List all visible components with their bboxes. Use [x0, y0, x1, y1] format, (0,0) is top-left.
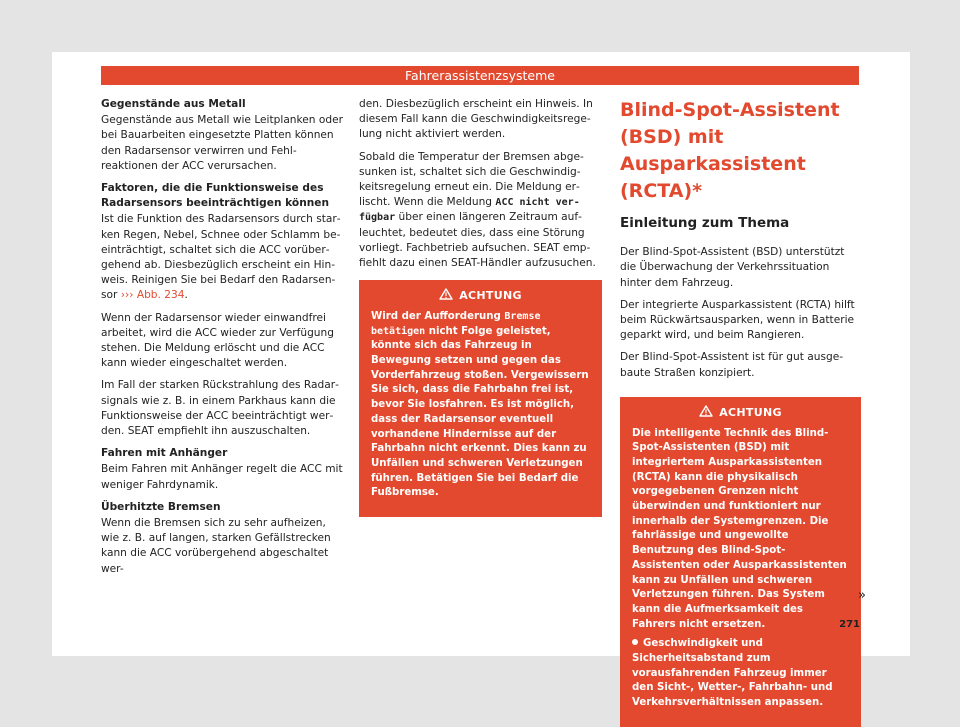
paragraph: Wenn der Radarsensor wieder einwandfrei arbeitet, wird die ACC wieder zur Verfügung stehen. Die Meldung erlöscht und die ACC kann wieder eingeschaltet werden.: [101, 311, 334, 370]
paragraph-text: Sobald die Temperatur der Bremsen abgesunken ist, schaltet sich die Geschwindigkeitsregelung erneut ein. Die Meldung erlischt. Wenn die Meldung: [359, 150, 584, 209]
bullet-dot-icon: [632, 639, 638, 645]
paragraph-radar-cleaning: [101, 212, 343, 303]
warning-box: [620, 397, 861, 727]
paragraph: Der integrierte Ausparkassistent (RCTA) hilft beim Rückwärtsausparken, wenn in Batterie geparkt wird, und beim Rangieren.: [620, 298, 855, 342]
text-column-middle: [359, 97, 602, 517]
warning-header: [632, 405, 849, 421]
warning-triangle-icon: [439, 288, 453, 300]
paragraph: Wenn die Bremsen sich zu sehr aufheizen, wie z. B. auf langen, starken Gefällstrecken kann die ACC vorübergehend abgeschaltet wer-: [101, 517, 331, 575]
warning-triangle-icon: [699, 405, 713, 417]
continue-mark: »: [858, 588, 866, 603]
text-column-left: [101, 97, 343, 584]
paragraph: Im Fall der starken Rückstrahlung des Radarsignals wie z. B. in einem Parkhaus kann die Funktionsweise der ACC beeinträchtigt werden. SEAT empfiehlt ihn auszuschalten.: [101, 379, 339, 438]
period: .: [184, 289, 188, 302]
warning-box: [359, 280, 602, 517]
section-title: Fahrerassistenzsysteme: [405, 68, 555, 83]
warning-bullet-item: [632, 637, 849, 711]
warning-text-part: Wird der Aufforderung: [371, 310, 501, 322]
paragraph: Beim Fahren mit Anhänger regelt die ACC mit weniger Fahrdynamik.: [101, 463, 343, 491]
bullet-text: Geschwindigkeit und Sicherheitsabstand zum vorausfahrenden Fahrzeug immer den Sicht-, Wetter-, Fahrbahn- und Verkehrsverhältnissen anpassen.: [632, 638, 833, 709]
warning-title: ACHTUNG: [459, 289, 522, 303]
paragraph: den. Diesbezüglich erscheint ein Hinweis. In diesem Fall kann die Geschwindigkeitsregelung nicht aktiviert werden.: [359, 98, 593, 141]
page-number: 271: [839, 619, 860, 630]
display-message: Bremse betätigen: [371, 310, 541, 337]
warning-header: [371, 288, 590, 304]
paragraph-message: [359, 150, 602, 272]
warning-text-part: nicht Folge geleistet, könnte sich das Fahrzeug in Bewegung setzen und gegen das Vorderfahrzeug stoßen. Vergewissern Sie sich, dass die Fahrbahn frei ist, bevor Sie losfahren. Es ist möglich, dass der Radarsensor eventuell vorhandene Hindernisse auf der Fahrbahn nicht erkennt. Dies kann zu Unfällen und schweren Verletzungen führen. Betätigen Sie bei Bedarf die Fußbremse.: [371, 325, 589, 499]
section-subtitle: Einleitung zum Thema: [620, 215, 790, 231]
heading-radar-factors: Faktoren, die die Funktionsweise des Radarsensors beeinträchtigen können: [101, 182, 330, 210]
warning-text: [371, 310, 590, 501]
heading-metal-objects: Gegenstände aus Metall: [101, 98, 246, 110]
paragraph: Der Blind-Spot-Assistent ist für gut ausgebaute Straßen konzipiert.: [620, 351, 844, 379]
chapter-title: Blind-Spot-Assistent (BSD) mit Ausparkassistent (RCTA)*: [620, 99, 840, 202]
page-header: [101, 66, 859, 85]
text-column-right: [620, 97, 861, 727]
warning-text: Die intelligente Technik des Blind-Spot-Assistenten (BSD) mit integriertem Ausparkassistenten (RCTA) kann die physikalisch vorgegebenen Grenzen nicht überwinden und funktioniert nur innerhalb der Systemgrenzen. Die fahrlässige und ungewollte Benutzung des Blind-Spot-Assistenten oder Ausparkassistenten kann zu Unfällen und schweren Verletzungen führen. Das System kann die Aufmerksamkeit des Fahrers nicht ersetzen.: [632, 427, 847, 630]
paragraph: Gegenstände aus Metall wie Leitplanken oder bei Bauarbeiten eingesetzte Platten können den Radarsensor verwirren und Fehlreaktionen der ACC verursachen.: [101, 114, 343, 172]
warning-title: ACHTUNG: [719, 405, 782, 419]
paragraph-text: über einen längeren Zeitraum aufleuchtet, bedeutet dies, dass eine Störung vorliegt. Fachbetrieb aufsuchen. SEAT empfiehlt dazu einen SEAT-Händler aufzusuchen.: [359, 211, 596, 270]
display-message: ACC nicht verfügbar: [359, 197, 580, 224]
paragraph: Der Blind-Spot-Assistent (BSD) unterstützt die Überwachung der Verkehrssituation hinter dem Fahrzeug.: [620, 246, 845, 289]
cross-reference-arrow: ›››: [120, 289, 134, 302]
paragraph-text: Ist die Funktion des Radarsensors durch starken Regen, Nebel, Schnee oder Schlamm beeinträchtigt, schaltet sich die ACC vorübergehend ab. Diesbezüglich erscheint ein Hinweis. Reinigen Sie bei Bedarf den Radarsensor: [101, 213, 341, 302]
heading-trailer: Fahren mit Anhänger: [101, 447, 228, 460]
figure-link[interactable]: Abb. 234: [136, 289, 185, 302]
heading-overheated-brakes: Überhitzte Bremsen: [101, 500, 221, 513]
